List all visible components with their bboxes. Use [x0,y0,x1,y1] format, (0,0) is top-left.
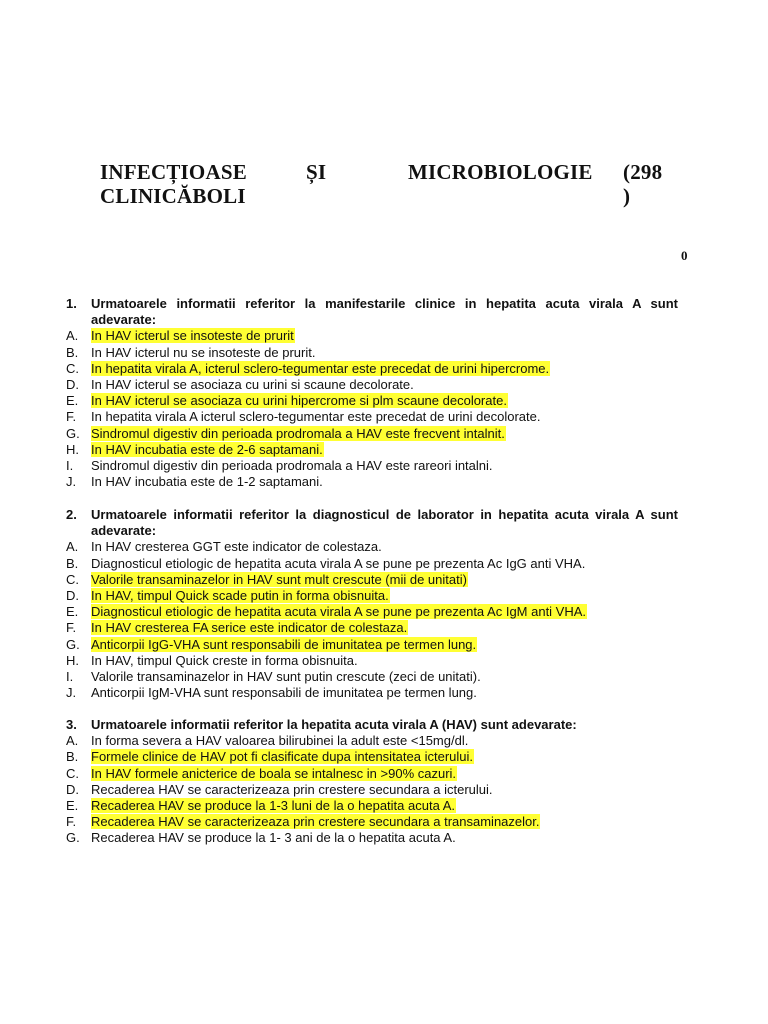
option-letter: C. [66,765,79,781]
option [66,458,678,474]
question-block [66,717,678,847]
option-text: In hepatita virala A, icterul sclero-tegumentar este precedat de urini hipercrome. [91,360,550,376]
option-text: Recaderea HAV se produce la 1-3 luni de la o hepatita acuta A. [91,797,455,813]
question-block [66,296,678,490]
option-letter: B. [66,749,79,765]
option-letter: J. [66,474,77,490]
option-highlighted [66,361,678,377]
question-text: Urmatoarele informatii referitor la diagnosticul de laborator in hepatita acuta virala A sunt adevarate: [91,507,678,539]
option-letter: A. [66,733,79,749]
question-block [66,507,678,701]
option-highlighted [66,814,678,830]
document-title [100,160,666,208]
option-letter: J. [66,685,77,701]
option-letter: C. [66,571,79,587]
title-word: ȘI [306,160,327,184]
option-text: In HAV, timpul Quick scade putin in forma obisnuita. [91,587,389,603]
option-letter: D. [66,781,79,797]
option-text: Sindromul digestiv din perioada prodromala a HAV este frecvent intalnit. [91,425,505,441]
option [66,830,678,846]
option-letter: C. [66,360,79,376]
option-letter: G. [66,425,80,441]
question-text: Urmatoarele informatii referitor la hepatita acuta virala A (HAV) sunt adevarate: [91,717,577,732]
option [66,474,678,490]
option-text: In HAV cresterea GGT este indicator de colestaza. [91,539,382,555]
option-letter: A. [66,539,79,555]
page-number: 0 [681,248,688,263]
question-heading [66,717,678,733]
option-text: Valorile transaminazelor in HAV sunt putin crescute (zeci de unitati). [91,668,481,684]
option [66,782,678,798]
option [66,377,678,393]
question-heading [66,507,678,539]
title-word: MICROBIOLOGIE [408,160,593,184]
title-word: CLINICĂBOLI [100,184,246,208]
question-text: Urmatoarele informatii referitor la manifestarile clinice in hepatita acuta virala A sunt adevarate: [91,296,678,328]
option-letter: H. [66,652,79,668]
option-letter: G. [66,636,80,652]
option-letter: E. [66,797,79,813]
option-highlighted [66,588,678,604]
option-text: In HAV formele anicterice de boala se intalnesc in >90% cazuri. [91,765,457,781]
question-number: 2. [66,507,77,522]
option [66,539,678,555]
option-letter: D. [66,587,79,603]
option [66,733,678,749]
option-text: Anticorpii IgM-VHA sunt responsabili de imunitatea pe termen lung. [91,685,477,701]
option-highlighted [66,328,678,344]
option-highlighted [66,620,678,636]
option-letter: E. [66,604,79,620]
option-highlighted [66,604,678,620]
option-letter: E. [66,393,79,409]
option-highlighted [66,749,678,765]
option-text: Valorile transaminazelor in HAV sunt mult crescute (mii de unitati) [91,571,467,587]
option [66,653,678,669]
option-text: In HAV incubatia este de 1-2 saptamani. [91,474,323,490]
title-line-1 [100,160,666,184]
option-text: In HAV, timpul Quick creste in forma obisnuita. [91,652,358,668]
option-text: Sindromul digestiv din perioada prodromala a HAV este rareori intalni. [91,457,493,473]
option-text: In forma severa a HAV valoarea bilirubinei la adult este <15mg/dl. [91,733,469,749]
option-letter: D. [66,376,79,392]
option-highlighted [66,426,678,442]
option-text: In hepatita virala A icterul sclero-tegumentar este precedat de urini decolorate. [91,409,541,425]
option-highlighted [66,798,678,814]
option-letter: B. [66,555,79,571]
title-word: ) [623,184,631,208]
question-number: 1. [66,296,77,311]
option-text: Diagnosticul etiologic de hepatita acuta virala A se pune pe prezenta Ac IgM anti VHA. [91,604,587,620]
title-line-2 [100,184,666,208]
option [66,685,678,701]
option [66,669,678,685]
option-highlighted [66,572,678,588]
option-letter: F. [66,814,77,830]
option [66,556,678,572]
option-highlighted [66,766,678,782]
option-text: Anticorpii IgG-VHA sunt responsabili de imunitatea pe termen lung. [91,636,477,652]
option-highlighted [66,637,678,653]
option-text: In HAV icterul nu se insoteste de prurit. [91,344,316,360]
option-letter: I. [66,457,74,473]
option [66,345,678,361]
option-highlighted [66,442,678,458]
title-word: INFECȚIOASE [100,160,247,184]
option-text: In HAV incubatia este de 2-6 saptamani. [91,441,323,457]
option-letter: G. [66,830,80,846]
question-number: 3. [66,717,77,732]
option [66,409,678,425]
title-word: (298 [623,160,663,184]
option-letter: I. [66,668,74,684]
option-text: Recaderea HAV se caracterizeaza prin crestere secundara a transaminazelor. [91,814,540,830]
option-letter: B. [66,344,79,360]
option-letter: H. [66,441,79,457]
option-text: Formele clinice de HAV pot fi clasificate dupa intensitatea icterului. [91,749,474,765]
option-text: Diagnosticul etiologic de hepatita acuta virala A se pune pe prezenta Ac IgG anti VHA. [91,555,586,571]
option-letter: A. [66,328,79,344]
option-text: In HAV icterul se asociaza cu urini si scaune decolorate. [91,376,414,392]
option-highlighted [66,393,678,409]
option-text: Recaderea HAV se caracterizeaza prin crestere secundara a icterului. [91,781,493,797]
option-letter: F. [66,409,77,425]
question-heading [66,296,678,328]
option-text: In HAV icterul se insoteste de prurit [91,328,294,344]
option-text: Recaderea HAV se produce la 1- 3 ani de la o hepatita acuta A. [91,830,456,846]
option-text: In HAV icterul se asociaza cu urini hipercrome si plm scaune decolorate. [91,393,507,409]
option-text: In HAV cresterea FA serice este indicator de colestaza. [91,620,408,636]
option-letter: F. [66,620,77,636]
